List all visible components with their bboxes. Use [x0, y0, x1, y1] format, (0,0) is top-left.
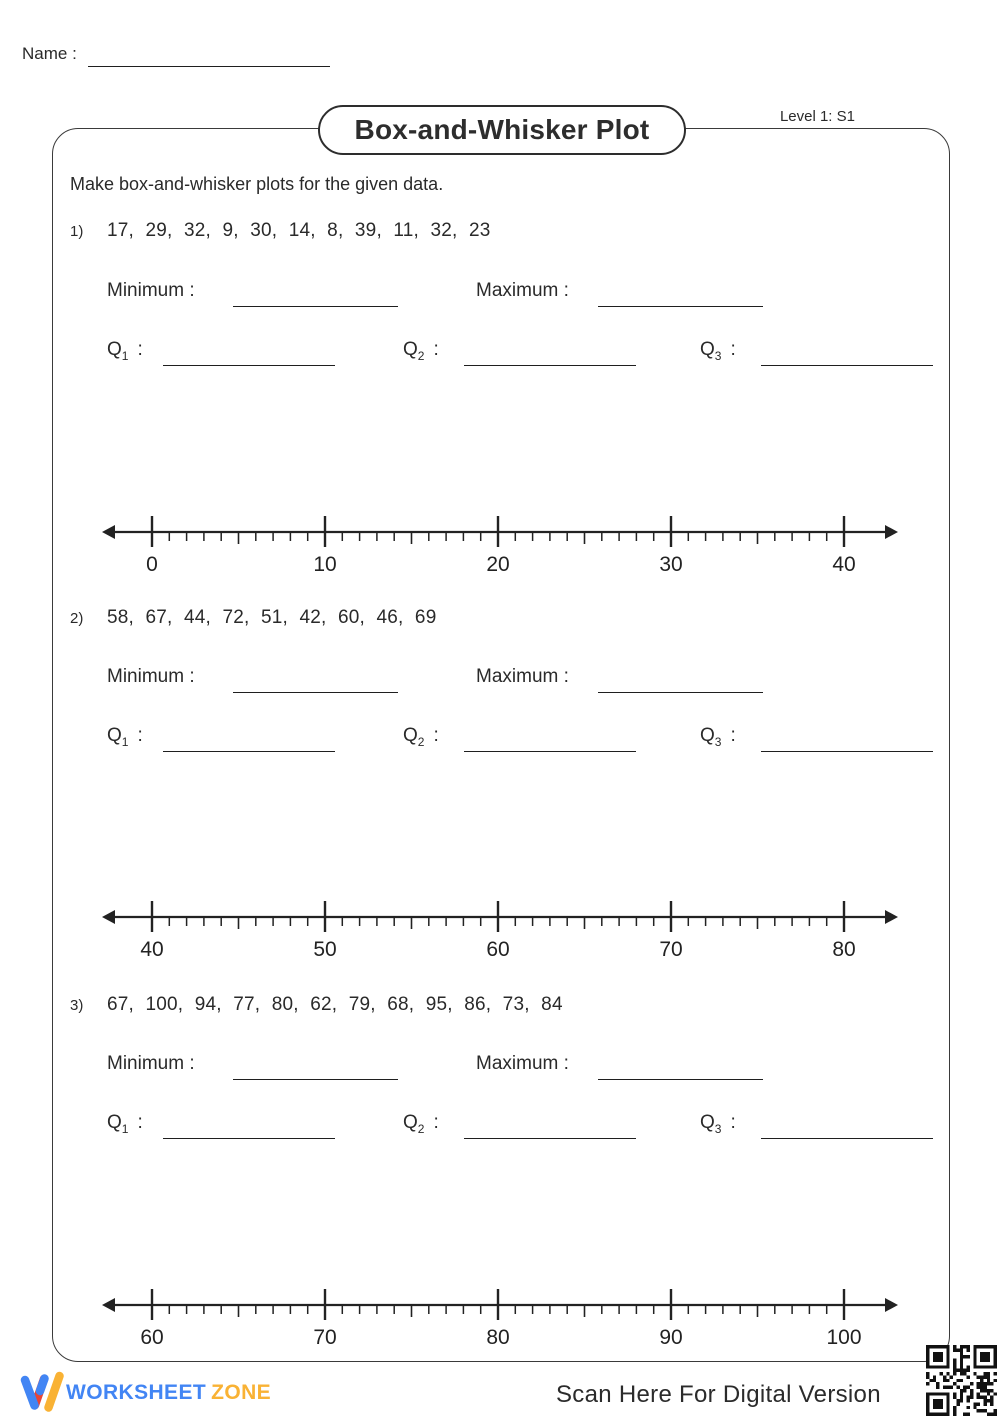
- q1-label: $Q_1$ :: [107, 339, 143, 363]
- name-blank-line[interactable]: [88, 66, 330, 67]
- q1-answer-blank[interactable]: [163, 365, 335, 366]
- svg-text:90: 90: [659, 1326, 683, 1349]
- minimum-label: Minimum :: [107, 1053, 195, 1074]
- maximum-label: Maximum :: [476, 1053, 569, 1074]
- problem-3-data-row: [0, 994, 1000, 1024]
- svg-text:30: 30: [659, 553, 683, 576]
- problem-3-dataset: 67, 100, 94, 77, 80, 62, 79, 68, 95, 86, 73, 84: [107, 994, 563, 1015]
- problem-1-minmax-row: [0, 280, 1000, 312]
- q3-answer-blank[interactable]: [761, 751, 933, 752]
- brand-zone: ZONE: [211, 1381, 272, 1404]
- q2-label: $Q_2$ :: [403, 725, 439, 749]
- maximum-answer-blank[interactable]: [598, 692, 763, 693]
- svg-text:70: 70: [313, 1326, 337, 1349]
- brand-wordmark: [66, 1381, 271, 1405]
- worksheet-title-pill: [318, 105, 686, 155]
- problem-3-number: 3): [70, 997, 84, 1014]
- q3-label: $Q_3$ :: [700, 1112, 736, 1136]
- maximum-label: Maximum :: [476, 666, 569, 687]
- q3-answer-blank[interactable]: [761, 1138, 933, 1139]
- q3-label: $Q_3$ :: [700, 339, 736, 363]
- minimum-label: Minimum :: [107, 666, 195, 687]
- problem-1-data-row: [0, 220, 1000, 250]
- svg-text:80: 80: [486, 1326, 510, 1349]
- minimum-answer-blank[interactable]: [233, 692, 398, 693]
- number-line-3: [100, 1285, 900, 1349]
- number-line-1: [100, 512, 900, 576]
- svg-text:40: 40: [832, 553, 856, 576]
- q1-answer-blank[interactable]: [163, 751, 335, 752]
- svg-text:80: 80: [832, 938, 856, 961]
- svg-text:60: 60: [140, 1326, 164, 1349]
- problem-3-minmax-row: [0, 1053, 1000, 1085]
- worksheetzone-logo-icon: [20, 1371, 64, 1413]
- brand-worksheet: WORKSHEET: [66, 1381, 207, 1404]
- svg-text:60: 60: [486, 938, 510, 961]
- problem-1-number: 1): [70, 223, 84, 240]
- svg-text:100: 100: [826, 1326, 862, 1349]
- svg-text:10: 10: [313, 553, 337, 576]
- maximum-answer-blank[interactable]: [598, 1079, 763, 1080]
- scan-here-text: Scan Here For Digital Version: [556, 1381, 881, 1408]
- problem-2-quartile-row: [0, 725, 1000, 757]
- problem-1-dataset: 17, 29, 32, 9, 30, 14, 8, 39, 11, 32, 23: [107, 220, 491, 241]
- svg-text:50: 50: [313, 938, 337, 961]
- qr-code: [926, 1345, 997, 1416]
- instruction-text: Make box-and-whisker plots for the given data.: [70, 174, 444, 194]
- maximum-answer-blank[interactable]: [598, 306, 763, 307]
- q2-label: $Q_2$ :: [403, 1112, 439, 1136]
- svg-text:20: 20: [486, 553, 510, 576]
- q1-label: $Q_1$ :: [107, 1112, 143, 1136]
- svg-text:40: 40: [140, 938, 164, 961]
- svg-text:70: 70: [659, 938, 683, 961]
- problem-1-quartile-row: [0, 339, 1000, 371]
- problem-3-quartile-row: [0, 1112, 1000, 1144]
- minimum-label: Minimum :: [107, 280, 195, 301]
- q2-answer-blank[interactable]: [464, 751, 636, 752]
- name-label: Name :: [22, 44, 77, 63]
- level-badge: Level 1: S1: [779, 108, 855, 125]
- minimum-answer-blank[interactable]: [233, 306, 398, 307]
- q2-answer-blank[interactable]: [464, 365, 636, 366]
- page-title: Box-and-Whisker Plot: [354, 114, 650, 145]
- problem-2-number: 2): [70, 610, 84, 627]
- q1-label: $Q_1$ :: [107, 725, 143, 749]
- problem-2-data-row: [0, 607, 1000, 637]
- number-line-2: [100, 897, 900, 961]
- svg-text:0: 0: [146, 553, 158, 576]
- maximum-label: Maximum :: [476, 280, 569, 301]
- problem-2-dataset: 58, 67, 44, 72, 51, 42, 60, 46, 69: [107, 607, 437, 628]
- problem-2-minmax-row: [0, 666, 1000, 698]
- q2-label: $Q_2$ :: [403, 339, 439, 363]
- minimum-answer-blank[interactable]: [233, 1079, 398, 1080]
- q3-label: $Q_3$ :: [700, 725, 736, 749]
- q1-answer-blank[interactable]: [163, 1138, 335, 1139]
- q3-answer-blank[interactable]: [761, 365, 933, 366]
- q2-answer-blank[interactable]: [464, 1138, 636, 1139]
